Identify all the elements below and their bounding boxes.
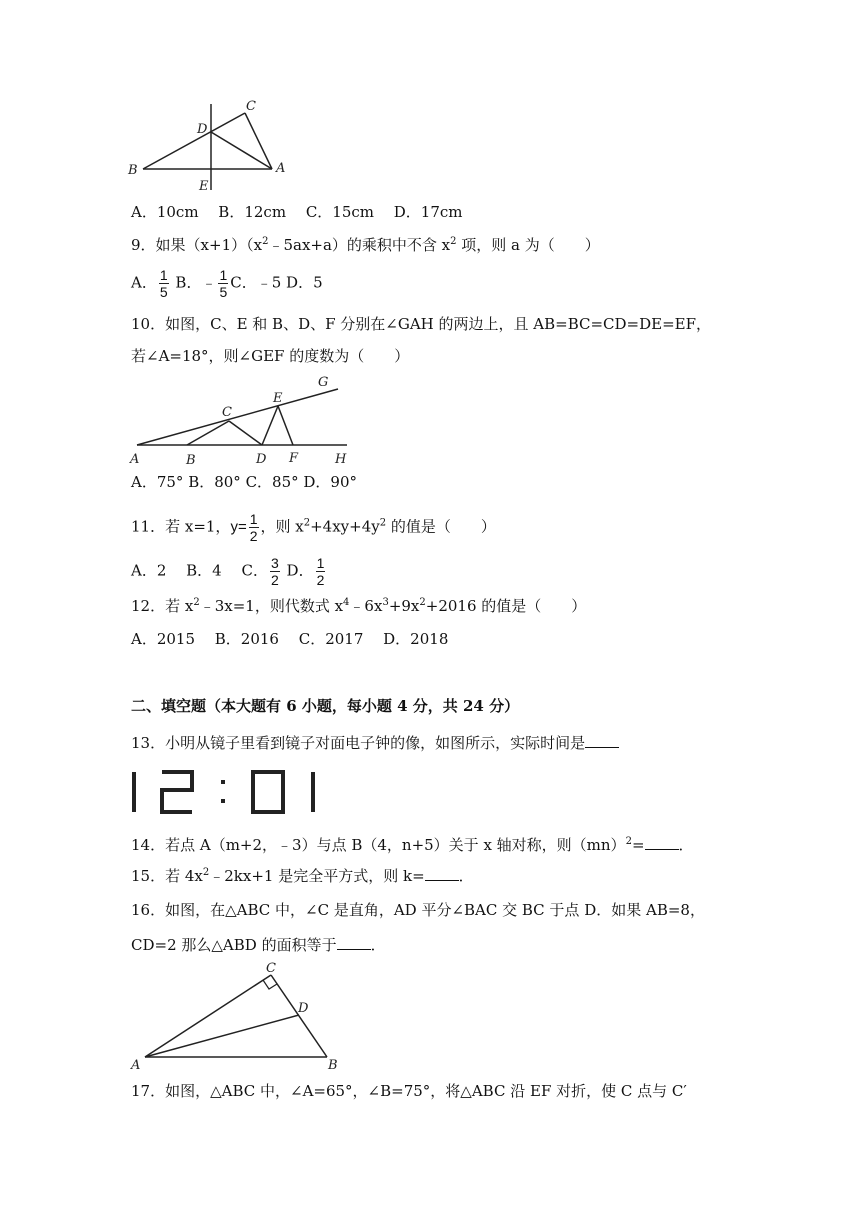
fig10-label-F: F (289, 451, 299, 466)
q14-stem (131, 836, 694, 853)
q9-frac-b-den: 5 (219, 284, 228, 300)
q9-frac-a-den: 5 (159, 284, 168, 300)
q12-stem-d: +9x (388, 597, 420, 615)
q8-options: A．10cm B．12cm C．15cm D．17cm (131, 203, 463, 221)
fig8-label-D: D (197, 122, 208, 137)
q12-e2: 4 (343, 597, 350, 608)
q9-frac-b (218, 268, 228, 299)
q10-options: A．75° B．80° C．85° D．90° (131, 473, 358, 491)
q11-exp2: 2 (379, 517, 387, 529)
q14-exp: 2 (625, 836, 632, 847)
q14-answer-blank (645, 836, 679, 850)
q16-line2 (131, 936, 386, 953)
q11-opt-ab: A．2 B．4 C． (131, 561, 268, 580)
q14-end: ． (678, 836, 694, 854)
fig10-seg-DE (262, 406, 278, 445)
q11-frac-c-den: 2 (270, 572, 279, 588)
q12-options: A．2015 B．2016 C．2017 D．2018 (131, 630, 449, 648)
q11-frac-d-num: 1 (316, 555, 325, 571)
q11-stem-d: 的值是（ ） (386, 517, 496, 536)
q12-stem (131, 598, 586, 614)
q15-text: 15．若 4x (131, 867, 203, 885)
q12-stem-c: ﹣6x (349, 597, 383, 615)
q15-stem (131, 867, 474, 884)
q11-frac-y-num: 1 (249, 511, 258, 527)
fig16-bisector-AD (145, 1015, 299, 1057)
q9-opt-a: A． (131, 273, 157, 292)
q16-answer-blank (337, 936, 371, 950)
q9-stem-a: 9．如果（x+1）（x (131, 236, 263, 254)
q9-opt-b: B．﹣ (175, 273, 217, 292)
fig10-label-A: A (130, 452, 140, 467)
fig16-label-B: B (328, 1058, 338, 1073)
q10-line2: 若∠A=18°，则∠GEF 的度数为（ ） (131, 347, 410, 365)
q17-line1: 17．如图，△ABC 中，∠A=65°，∠B=75°，将△ABC 沿 EF 对折，使 C 点与 C′ (131, 1082, 687, 1100)
q9-opt-cd: C．﹣5 D．5 (230, 273, 323, 292)
fig10-seg-CD (229, 421, 262, 445)
fig16-side-CB (271, 975, 327, 1057)
q9-frac-b-num: 1 (219, 267, 228, 283)
q14-tail: = (631, 836, 645, 854)
fig16-side-AC (145, 975, 271, 1057)
q15-exp: 2 (202, 867, 210, 878)
q9-stem-b: ﹣5ax+a）的乘积中不含 x (268, 236, 451, 254)
fig10-label-B: B (186, 453, 196, 468)
fig16-label-A: A (131, 1058, 141, 1073)
clock-seg-2 (162, 772, 192, 812)
q13-answer-blank (585, 734, 619, 748)
q12-e4: 2 (419, 597, 426, 608)
q11-frac-y-den: 2 (249, 528, 258, 544)
q12-e3: 3 (382, 597, 389, 608)
q11-stem-b: ，则 x (260, 517, 304, 536)
fig16-label-D: D (298, 1001, 309, 1016)
q10-line1: 10．如图，C、E 和 B、D、F 分别在∠GAH 的两边上，且 AB=BC=CD=DE=EF， (131, 315, 712, 333)
q16-line1: 16．如图，在△ABC 中，∠C 是直角，AD 平分∠BAC 交 BC 于点 D．如果 AB=8， (131, 901, 705, 919)
fig8-line-BC (143, 113, 245, 169)
q11-frac-c-num: 3 (270, 555, 279, 571)
fig8-label-E: E (199, 179, 209, 194)
q11-options (131, 556, 327, 587)
q11-stem-c: +4xy+4y (310, 517, 380, 536)
q12-e1: 2 (193, 597, 200, 608)
figure-q8-triangle (125, 100, 295, 195)
clock-seg-0 (253, 772, 283, 812)
q9-frac-a (159, 268, 169, 299)
q12-stem-e: +2016 的值是（ ） (425, 597, 587, 615)
q13-text: 13．小明从镜子里看到镜子对面电子钟的像，如图所示，实际时间是 (131, 734, 586, 752)
q11-frac-c (270, 556, 280, 587)
q11-frac-d (316, 556, 326, 587)
fig8-label-B: B (128, 163, 138, 178)
q9-frac-a-num: 1 (159, 267, 168, 283)
fig10-label-H: H (335, 452, 347, 467)
q11-opt-d: D． (286, 561, 314, 580)
q12-stem-b: ﹣3x=1，则代数式 x (199, 597, 344, 615)
fig16-label-C: C (266, 961, 276, 976)
fig10-ray-AG (137, 389, 338, 445)
fig8-label-A: A (276, 161, 286, 176)
q15-end: ． (458, 867, 474, 885)
fig10-label-G: G (318, 375, 329, 390)
fig10-label-E: E (273, 391, 283, 406)
q11-exp1: 2 (303, 517, 311, 529)
q15-answer-blank (425, 867, 459, 881)
q11-y-eq: y= (230, 518, 247, 536)
figure-q16-triangle (125, 958, 355, 1078)
q11-frac-d-den: 2 (316, 572, 325, 588)
q16-line2-text: CD=2 那么△ABD 的面积等于 (131, 936, 337, 954)
q9-stem (131, 237, 600, 253)
fig10-seg-EF (278, 406, 293, 445)
q9-exp2: 2 (450, 236, 457, 247)
q9-stem-c: 项，则 a 为（ ） (456, 236, 600, 254)
figure-q10-angle (125, 372, 355, 470)
q12-stem-a: 12．若 x (131, 597, 194, 615)
figure-q13-clock (125, 766, 325, 818)
fig8-label-C: C (246, 99, 256, 114)
q11-frac-y (249, 512, 259, 543)
clock-dot-top (221, 780, 225, 784)
q13-stem (131, 734, 619, 751)
q11-stem-a: 11．若 x=1， (131, 517, 231, 536)
fig10-label-C: C (222, 405, 232, 420)
q15-mid: ﹣2kx+1 是完全平方式，则 k= (209, 867, 425, 885)
q14-text: 14．若点 A（m+2，﹣3）与点 B（4，n+5）关于 x 轴对称，则（mn） (131, 836, 626, 854)
clock-dot-bottom (221, 799, 225, 803)
section2-title: 二、填空题（本大题有 6 小题，每小题 4 分，共 24 分） (131, 697, 520, 715)
q9-options (131, 268, 323, 299)
fig10-label-D: D (256, 452, 267, 467)
q11-stem (131, 512, 496, 543)
q9-exp: 2 (262, 236, 269, 247)
q16-end: ． (370, 936, 386, 954)
